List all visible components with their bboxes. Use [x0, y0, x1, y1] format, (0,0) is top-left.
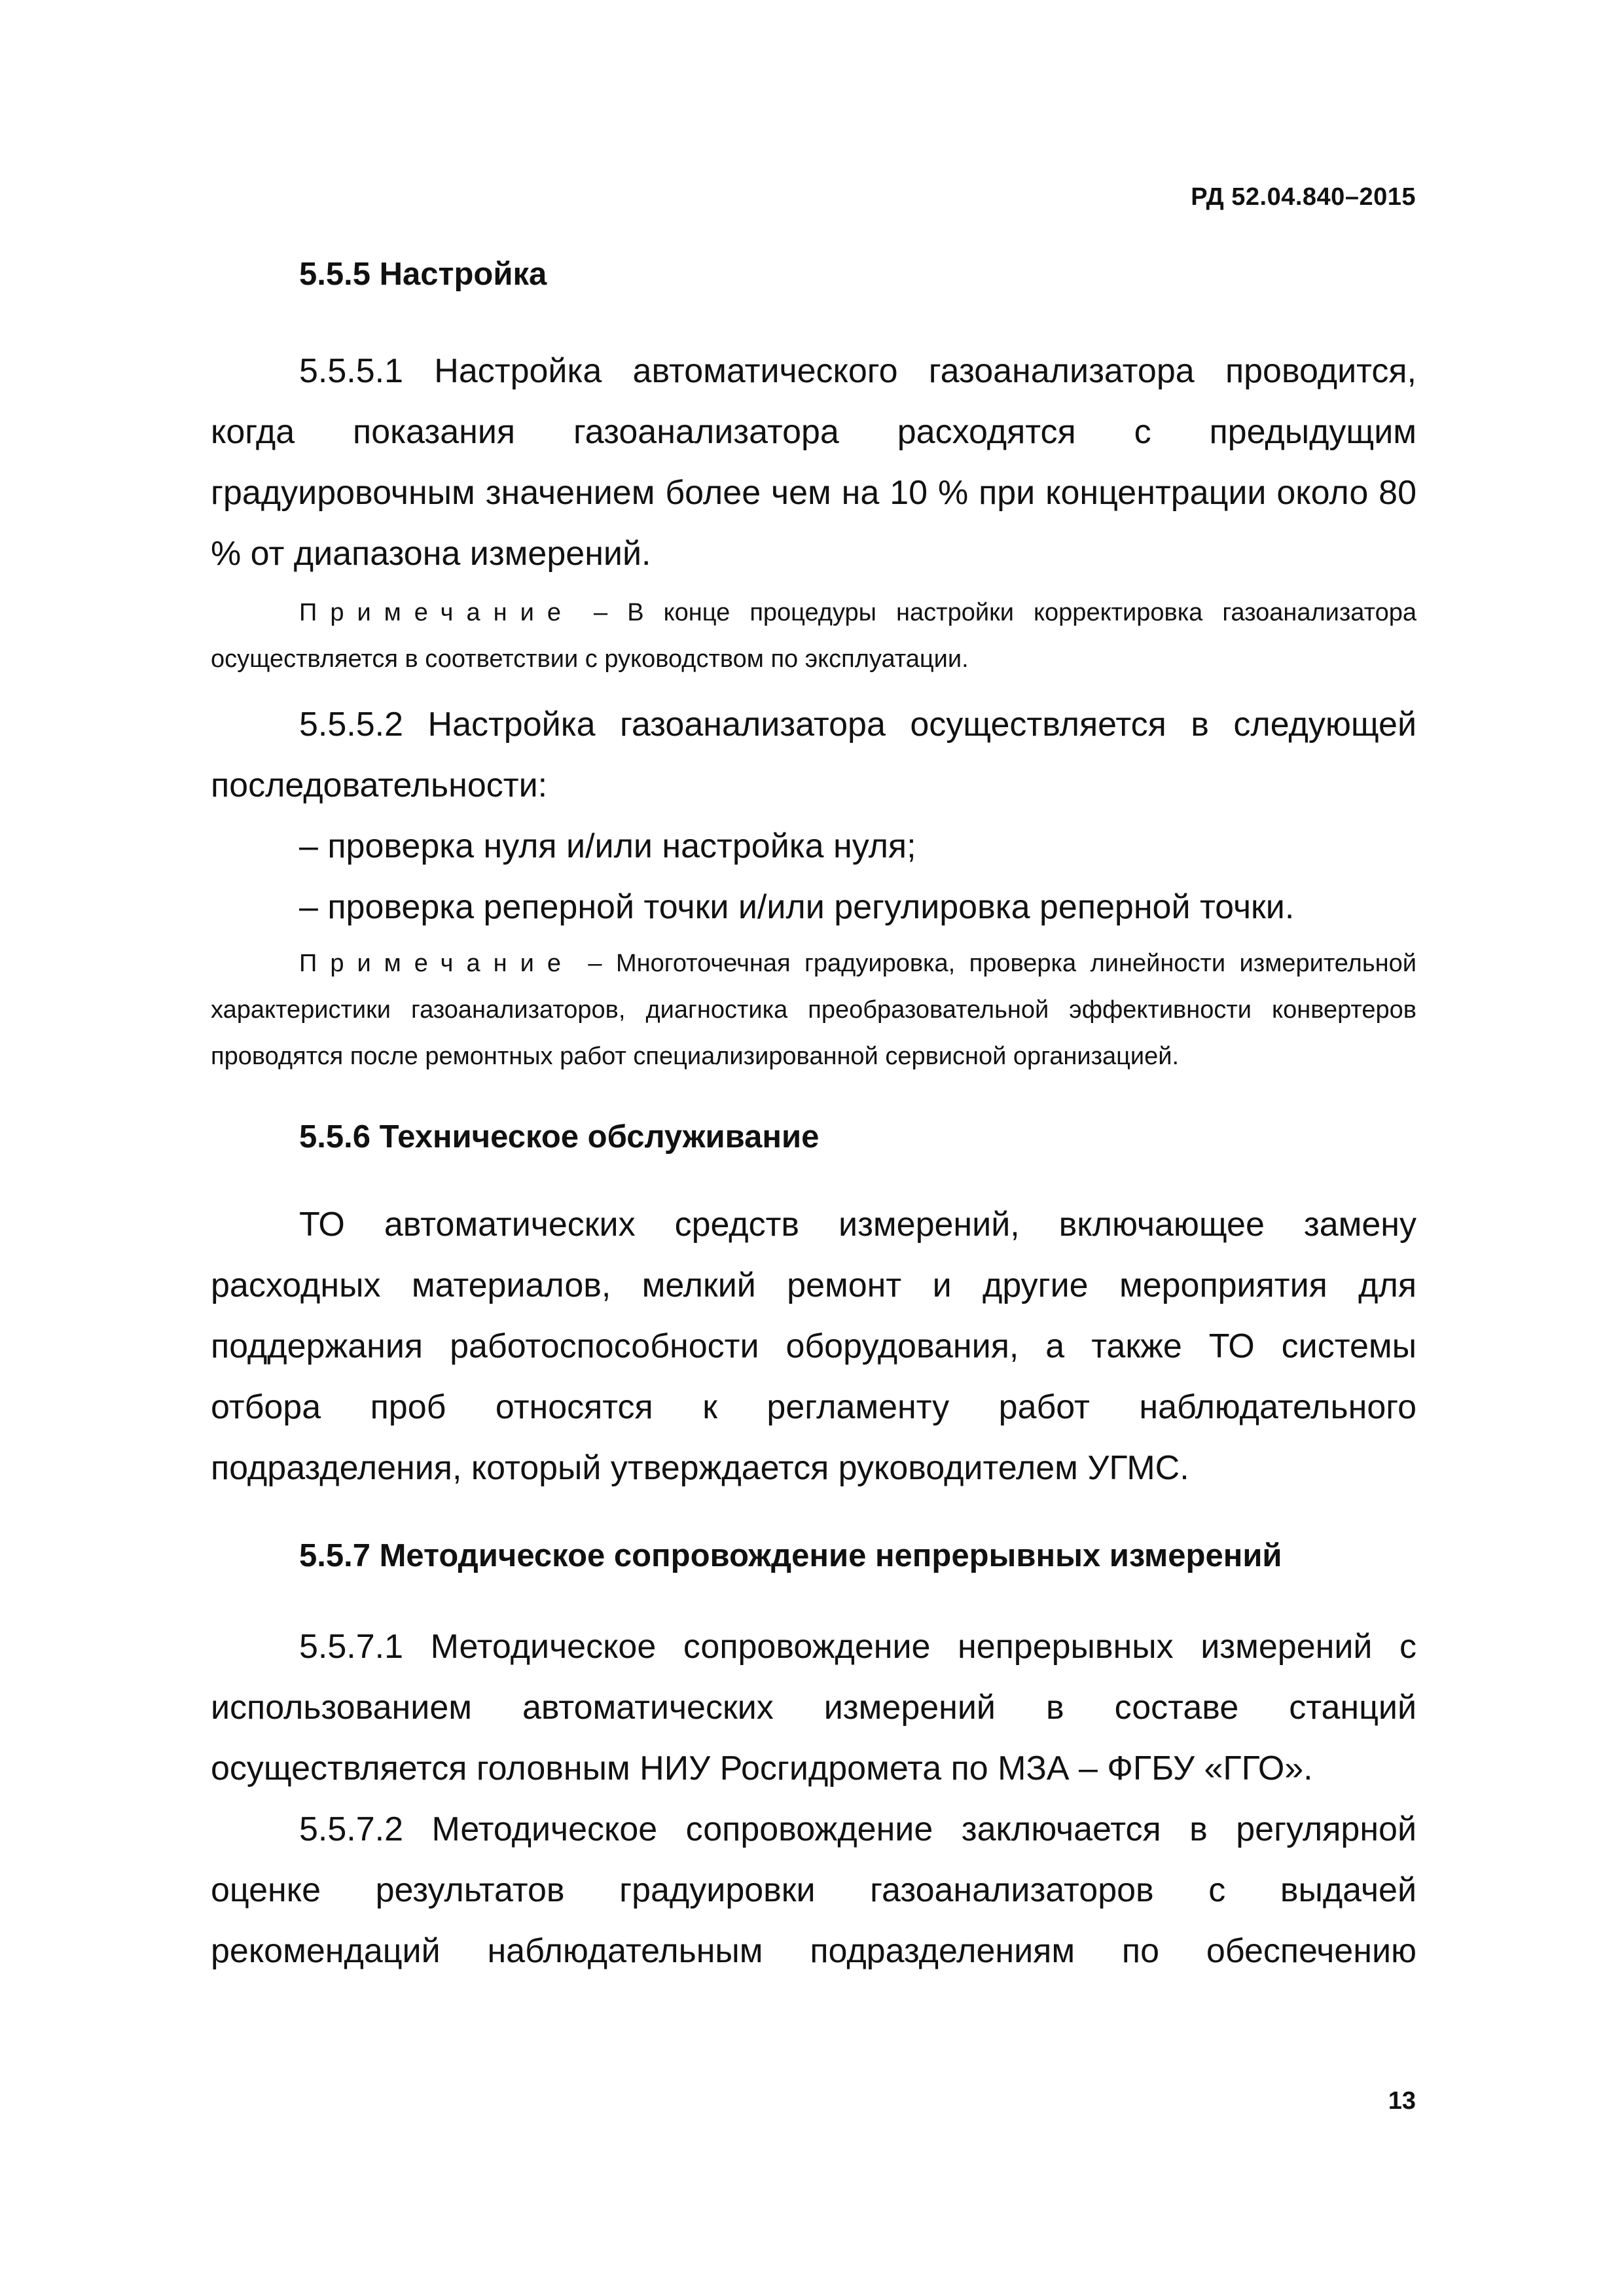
document-code: РД 52.04.840–2015 — [1191, 183, 1416, 211]
paragraph-5-5-7-2: 5.5.7.2 Методическое сопровождение заключается в регулярной оценке результатов градуировки газоанализаторов с выдачей рекомендаций наблюдательным подразделениям по обеспечению — [211, 1810, 1416, 1971]
list-item-zero-check: – проверка нуля и/или настройка нуля; — [299, 827, 916, 865]
note-2 — [211, 941, 1416, 1080]
page-number: 13 — [1388, 2087, 1416, 2115]
note-2-label: Примечание — [299, 949, 574, 977]
paragraph-5-5-5-2: 5.5.5.2 Настройка газоанализатора осуществляется в следующей последовательности: — [211, 705, 1416, 804]
section-heading-5-5-5: 5.5.5 Настройка — [299, 257, 547, 292]
page-content — [211, 255, 1416, 1982]
note-1 — [211, 590, 1416, 683]
paragraph-5-5-6: ТО автоматических средств измерений, включающее замену расходных материалов, мелкий ремонт и другие мероприятия для поддержания работоспособности оборудования, а также ТО системы отбора проб относятся к регламенту работ наблюдательного подразделения, который утверждается руководителем УГМС. — [211, 1205, 1416, 1487]
list-item-reference-check: – проверка реперной точки и/или регулировка реперной точки. — [299, 888, 1295, 926]
note-1-text: – В конце процедуры настройки корректировка газоанализатора осуществляется в соответствии с руководством по эксплуатации. — [211, 598, 1416, 673]
section-heading-5-5-6: 5.5.6 Техническое обслуживание — [299, 1119, 820, 1155]
note-2-text: – Многоточечная градуировка, проверка линейности измерительной характеристики газоанализаторов, диагностика преобразовательной эффективности конвертеров проводятся после ремонтных работ специализированной сервисной организацией. — [211, 949, 1416, 1070]
paragraph-5-5-5-1: 5.5.5.1 Настройка автоматического газоанализатора проводится, когда показания газоанализатора расходятся с предыдущим градуировочным значением более чем на 10 % при концентрации около 80 % от диапазона измерений. — [211, 351, 1416, 573]
paragraph-5-5-7-1: 5.5.7.1 Методическое сопровождение непрерывных измерений с использованием автоматических измерений в составе станций осуществляется головным НИУ Росгидромета по МЗА – ФГБУ «ГГО». — [211, 1628, 1416, 1788]
section-heading-5-5-7: 5.5.7 Методическое сопровождение непрерывных измерений — [299, 1537, 1282, 1573]
note-1-label: Примечание — [299, 598, 574, 626]
